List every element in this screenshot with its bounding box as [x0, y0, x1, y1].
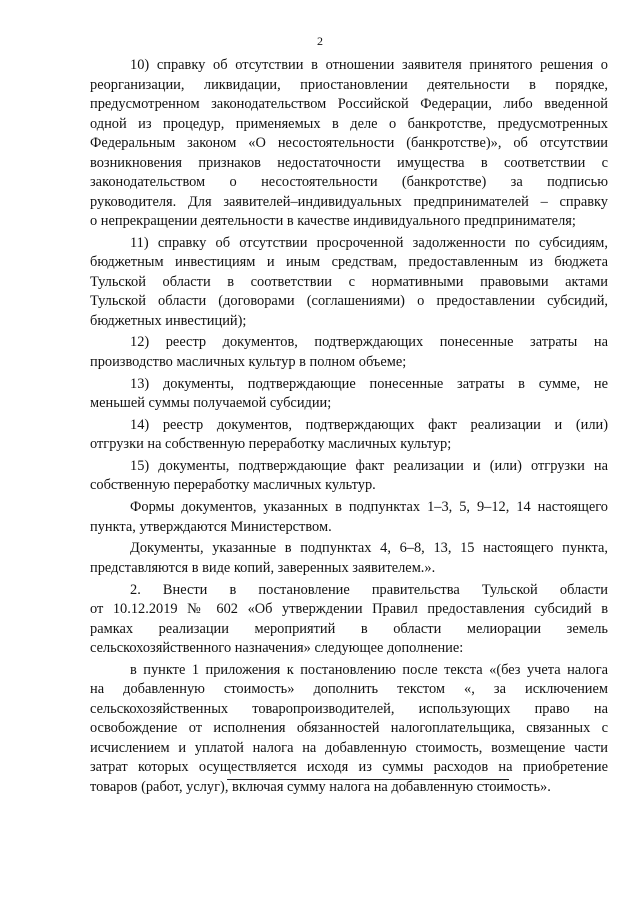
- text-line: бюджетных инвестиций);: [90, 312, 247, 329]
- paragraph-item-10: [90, 56, 608, 232]
- text-line: предусмотренном законодательством Российской Федерации, либо введенной: [90, 96, 608, 112]
- text-line: возникновения признаков недостаточности имущества в соответствии с: [90, 154, 608, 171]
- text-line: Тульской области в соответствии с нормативными правовыми актами: [90, 273, 608, 290]
- paragraph-item-13: [90, 375, 608, 414]
- text-line: сельскохозяйственных товаропроизводителей, использующих право на: [90, 700, 608, 717]
- page-number: 2: [317, 34, 323, 48]
- text-line: производство масличных культур в полном объеме;: [90, 353, 407, 370]
- text-line: затрат которых осуществляется исходя из суммы расходов на приобретение: [90, 759, 608, 776]
- text-line: 2. Внести в постановление правительства Тульской области: [130, 581, 608, 598]
- text-line: собственную переработку масличных культур.: [90, 477, 376, 494]
- text-line: исчислением и уплатой налога на добавленную стоимость, возмещение части: [90, 739, 608, 756]
- paragraph-item-14: [90, 416, 608, 455]
- text-line: пункта, утверждаются Министерством.: [90, 518, 332, 535]
- text-line: на добавленную стоимость» дополнить текстом «, за исключением: [90, 681, 608, 698]
- text-line: отгрузки на собственную переработку масличных культур;: [90, 436, 452, 453]
- text-line: от 10.12.2019 № 602 «Об утверждении Правил предоставления субсидий в: [90, 601, 608, 617]
- text-line: 13) документы, подтверждающие понесенные затраты в сумме, не: [130, 375, 608, 392]
- paragraph-forms-note: [90, 498, 608, 537]
- text-line: меньшей суммы получаемой субсидии;: [90, 395, 332, 412]
- text-line: сельскохозяйственного назначения» следующее дополнение:: [90, 640, 464, 656]
- text-line: Документы, указанные в подпунктах 4, 6–8, 13, 15 настоящего пункта,: [130, 540, 608, 557]
- text-line: товаров (работ, услуг), включая сумму налога на добавленную стоимость».: [90, 778, 551, 795]
- text-line: представляются в виде копий, заверенных заявителем.».: [90, 559, 436, 576]
- text-line: законодательством о несостоятельности (банкротстве) за подписью: [90, 174, 608, 190]
- text-line: 11) справку об отсутствии просроченной задолженности по субсидиям,: [130, 234, 608, 251]
- text-line: реорганизации, ликвидации, приостановлении деятельности в порядке,: [90, 76, 608, 93]
- text-line: о непрекращении деятельности в качестве индивидуального предпринимателя;: [90, 213, 576, 229]
- text-line: бюджетным инвестициям и иным средствам, предоставленным из бюджета: [90, 254, 608, 271]
- text-line: одной из процедур, применяемых в деле о банкротстве, предусмотренных: [90, 115, 608, 132]
- text-line: Федеральным законом «О несостоятельности (банкротстве)», об отсутствии: [90, 135, 608, 151]
- text-line: освобождение от исполнения обязанностей налогоплательщика, связанных с: [90, 720, 608, 737]
- text-line: в пункте 1 приложения к постановлению после текста «(без учета налога: [130, 661, 608, 678]
- text-line: 15) документы, подтверждающие факт реализации и (или) отгрузки на: [130, 457, 608, 474]
- text-line: 12) реестр документов, подтверждающих понесенные затраты на: [130, 334, 608, 351]
- paragraph-amendment: [90, 661, 608, 798]
- text-line: руководителя. Для заявителей–индивидуальных предпринимателей – справку: [90, 193, 608, 210]
- paragraph-item-12: [90, 333, 608, 372]
- paragraph-item-15: [90, 457, 608, 496]
- text-line: Тульской области (договорами (соглашениями) о предоставлении субсидий,: [90, 293, 608, 310]
- text-line: Формы документов, указанных в подпунктах 1–3, 5, 9–12, 14 настоящего: [130, 499, 608, 516]
- text-line: рамках реализации мероприятий в области мелиорации земель: [90, 620, 608, 637]
- paragraph-section-2: [90, 581, 608, 659]
- paragraph-copies-note: [90, 539, 608, 578]
- end-divider-line: [227, 779, 509, 780]
- text-line: 10) справку об отсутствии в отношении заявителя принятого решения о: [130, 57, 608, 73]
- paragraph-item-11: [90, 234, 608, 332]
- text-line: 14) реестр документов, подтверждающих факт реализации и (или): [130, 416, 608, 433]
- document-body: [90, 56, 608, 799]
